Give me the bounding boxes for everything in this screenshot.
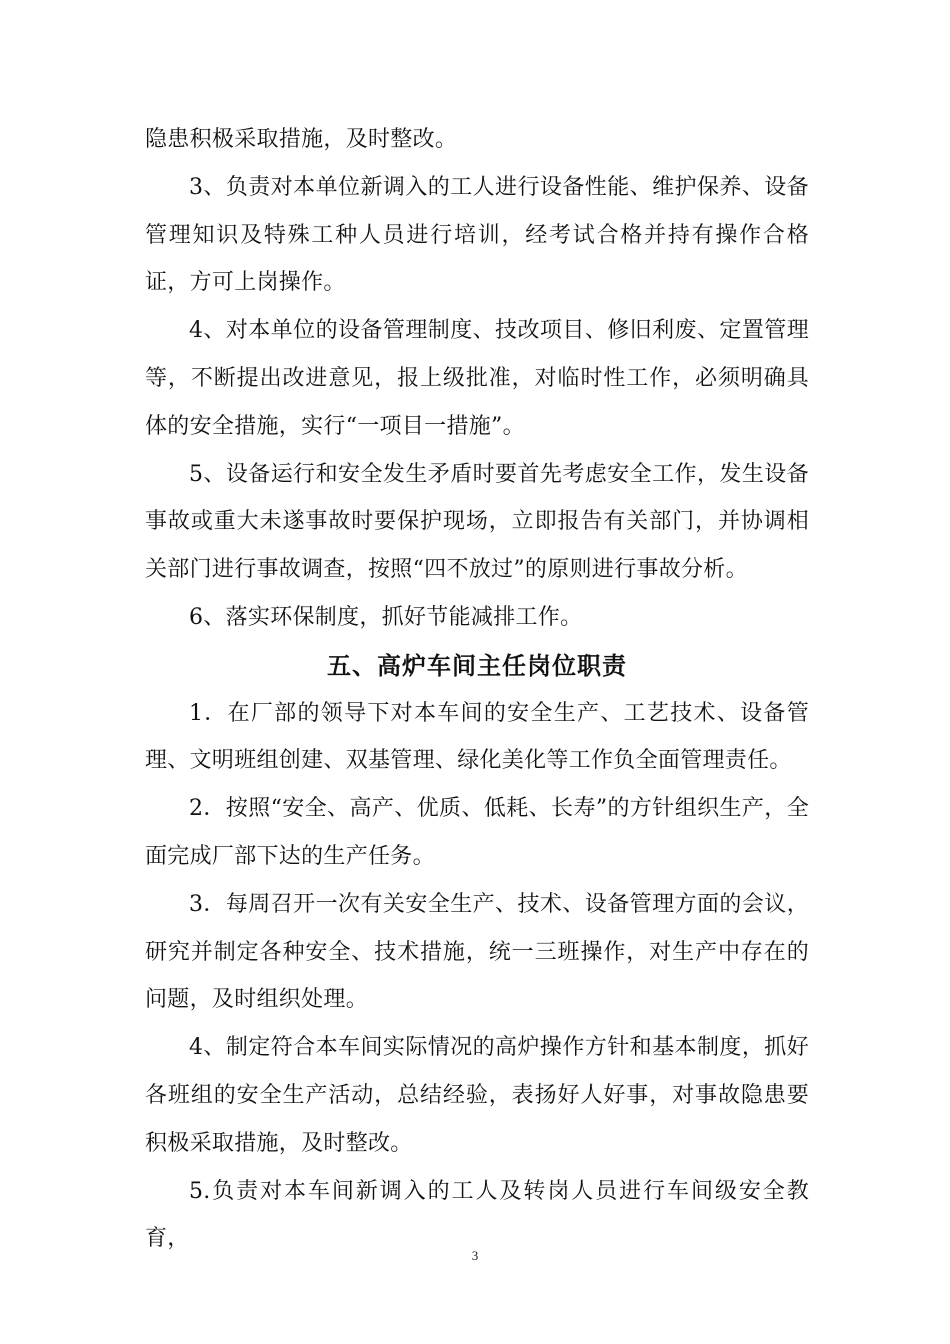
section-heading: 五、高炉车间主任岗位职责: [327, 650, 627, 680]
paragraph-item-6: 6、落实环保制度，抓好节能减排工作。: [189, 604, 583, 630]
paragraph-continuation: 隐患积极采取措施，及时整改。: [145, 127, 458, 152]
paragraph-item-3: 3、负责对本单位新调入的工人进行设备性能、维护保养、设备管理知识及特殊工种人员进行培训，经考试合格并持有操作合格证，方可上岗操作。: [145, 174, 809, 296]
page-number: 3: [471, 1248, 479, 1263]
duty-item-3: 3．每周召开一次有关安全生产、技术、设备管理方面的会议，研究并制定各种安全、技术措施，统一三班操作，对生产中存在的问题，及时组织处理。: [145, 891, 809, 1013]
paragraph-item-5: 5、设备运行和安全发生矛盾时要首先考虑安全工作，发生设备事故或重大未遂事故时要保护现场，立即报告有关部门，并协调相关部门进行事故调查，按照“四不放过”的原则进行事故分析。: [145, 461, 809, 583]
duty-item-5: 5.负责对本车间新调入的工人及转岗人员进行车间级安全教育，: [145, 1178, 809, 1252]
paragraph-item-4: 4、对本单位的设备管理制度、技改项目、修旧利废、定置管理等，不断提出改进意见，报上级批准，对临时性工作，必须明确具体的安全措施，实行“一项目一措施”。: [145, 318, 809, 439]
duty-item-4: 4、制定符合本车间实际情况的高炉操作方针和基本制度，抓好各班组的安全生产活动，总结经验，表扬好人好事，对事故隐患要积极采取措施，及时整改。: [145, 1035, 809, 1156]
document-body: [145, 116, 809, 1263]
duty-item-2: 2．按照“安全、高产、优质、低耗、长寿”的方针组织生产，全面完成厂部下达的生产任务。: [145, 796, 809, 869]
duty-item-1: 1．在厂部的领导下对本车间的安全生产、工艺技术、设备管理、文明班组创建、双基管理、绿化美化等工作负全面管理责任。: [145, 700, 809, 774]
